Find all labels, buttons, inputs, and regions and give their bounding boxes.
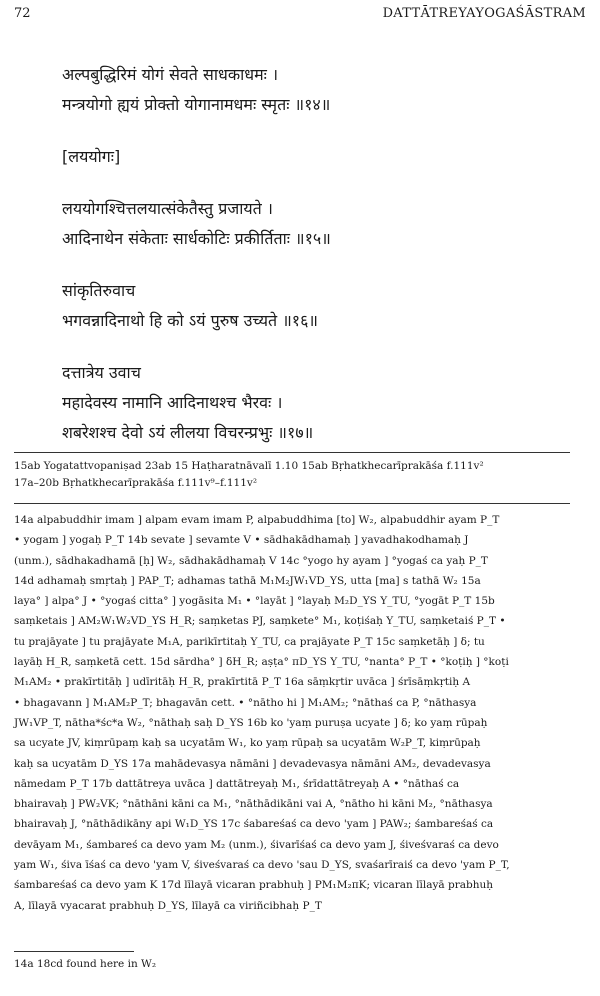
speaker-label: दत्तात्रेय उवाच [62, 363, 141, 382]
apparatus-line: nāmedam P_T 17b dattātreya uvāca ] dattātreyaḥ M₁, śrīdattātreyaḥ A • °nāthaś ca [14, 777, 460, 790]
verse-line: अल्पबुद्धिरिमं योगं सेवते साधकाधमः । [62, 65, 279, 84]
apparatus-line: bhairavaḥ J, °nāthādikāny api W₁D_YS 17c śabareśaś ca devo 'yam ] PAW₂; śambareśaś ca [14, 818, 494, 831]
parallel-line: 15ab Yogatattvopaniṣad 23ab 15 Haṭharatnāvalī 1.10 15ab Bṛhatkhecarīprakāśa f.111v² [14, 460, 484, 472]
apparatus-line: kaḥ sa ucyatām D_YS 17a mahādevasya nāmāni ] devadevasya nāmāni AM₂, devadevasya [14, 757, 491, 770]
apparatus-line: 14d adhamaḥ smṛtaḥ ] PAP_T; adhamas tathā M₁M₂JW₁VD_YS, utta [ma] s tathā W₂ 15a [14, 574, 481, 587]
apparatus-line: JW₁VP_T, nātha*śc*a W₂, °nāthaḥ saḥ D_YS 16b ko 'yaṃ puruṣa ucyate ] δ; ko yaṃ rūpaḥ [14, 716, 488, 729]
apparatus-line: A, līlayā vyacarat prabhuḥ D_YS, līlayā ca viriñcibhaḥ P_T [14, 899, 322, 912]
critical-apparatus [14, 510, 576, 916]
running-head [14, 6, 586, 26]
apparatus-line: devāyam M₁, śambareś ca devo yam M₂ (unm.), śivarīśaś ca devo yam J, śiveśvaraś ca devo [14, 838, 499, 851]
verse-line: मन्त्रयोगो ह्ययं प्रोक्तो योगानामधमः स्मृतः ॥१४॥ [62, 95, 331, 114]
apparatus-line: 14a alpabuddhir imam ] alpam evam imam P, alpabuddhima [to] W₂, alpabuddhir ayam P_T [14, 514, 500, 526]
verse-line: भगवन्नादिनाथो हि को ऽयं पुरुष उच्यते ॥१६॥ [62, 311, 319, 330]
footnote-rule [14, 951, 134, 952]
apparatus-rule [14, 503, 570, 504]
apparatus-line: bhairavaḥ ] PW₂VK; °nāthāni kāni ca M₁, °nāthādikāni vai A, °nātho hi kāni M₂, °nāthasya [14, 798, 493, 811]
apparatus-line: laya° ] alpa° J • °yogaś citta° ] yogāsita M₁ • °layāt ] °layaḥ M₂D_YS Y_TU, °yogāt P_T 15b [14, 595, 495, 608]
apparatus-line: • bhagavann ] M₁AM₂P_T; bhagavān cett. • °nātho hi ] M₁AM₂; °nāthaś ca P, °nāthasya [14, 696, 477, 709]
footnote: 14a 18cd found here in W₂ [14, 958, 157, 970]
verse-line: आदिनाथेन संकेताः सार्धकोटिः प्रकीर्तिताः ॥१५॥ [62, 229, 331, 248]
verse-line: महादेवस्य नामानि आदिनाथश्च भैरवः । [62, 393, 283, 412]
apparatus-line: M₁AM₂ • prakīrtitāḥ ] udīritāḥ H_R, prakīrtitā P_T 16a sāṃkṛtir uvāca ] śrīsāṃkṛtiḥ A [14, 676, 471, 689]
verse-line: शबरेशश्च देवो ऽयं लीलया विचरन्प्रभुः ॥१७॥ [62, 423, 314, 442]
parallels-rule [14, 452, 570, 453]
book-title: DATTĀTREYAYOGAŚĀSTRAM [382, 6, 586, 21]
apparatus-line: saṃketais ] AM₂W₁W₂VD_YS H_R; saṃketas PJ, saṃkete° M₁, koṭiśaḥ Y_TU, saṃketaiś P_T • [14, 615, 506, 628]
apparatus-line: yam W₁, śiva īśaś ca devo 'yam V, śiveśvaraś ca devo 'sau D_YS, svaśarīraiś ca devo 'yam P_T, [14, 859, 510, 872]
speaker-label: सांकृतिरुवाच [62, 281, 136, 300]
apparatus-line: tu prajāyate ] tu prajāyate M₁A, parikīrtitaḥ Y_TU, ca prajāyate P_T 15c saṃketāḥ ] δ; tu [14, 635, 485, 648]
apparatus-line: layāḥ H_R, saṃketā cett. 15d sārdha° ] δH_R; aṣṭa° πD_YS Y_TU, °nanta° P_T • °koṭiḥ ] °koṭi [14, 656, 509, 669]
page-number: 72 [14, 6, 31, 21]
parallel-passages [14, 458, 574, 492]
apparatus-line: • yogam ] yogaḥ P_T 14b sevate ] sevamte V • sādhakādhamaḥ ] yavadhakodhamaḥ J [14, 534, 469, 547]
section-heading: [लययोगः] [62, 147, 121, 166]
parallel-line: 17a–20b Bṛhatkhecarīprakāśa f.111v⁹–f.111v² [14, 477, 258, 489]
sanskrit-verses [62, 60, 590, 448]
verse-line: लययोगश्चित्तलयात्संकेतैस्तु प्रजायते । [62, 199, 273, 218]
apparatus-line: (unm.), sādhakadhamā [ḥ] W₂, sādhakādhamaḥ V 14c °yogo hy ayam ] °yogaś ca yaḥ P_T [14, 554, 488, 567]
apparatus-line: sa ucyate JV, kiṃrūpaṃ kaḥ sa ucyatām W₁, ko yaṃ rūpaḥ sa ucyatām W₂P_T, kiṃrūpaḥ [14, 737, 481, 750]
apparatus-line: śambareśaś ca devo yam K 17d līlayā vicaran prabhuḥ ] PM₁M₂πK; vicaran līlayā prabhuḥ [14, 879, 494, 892]
